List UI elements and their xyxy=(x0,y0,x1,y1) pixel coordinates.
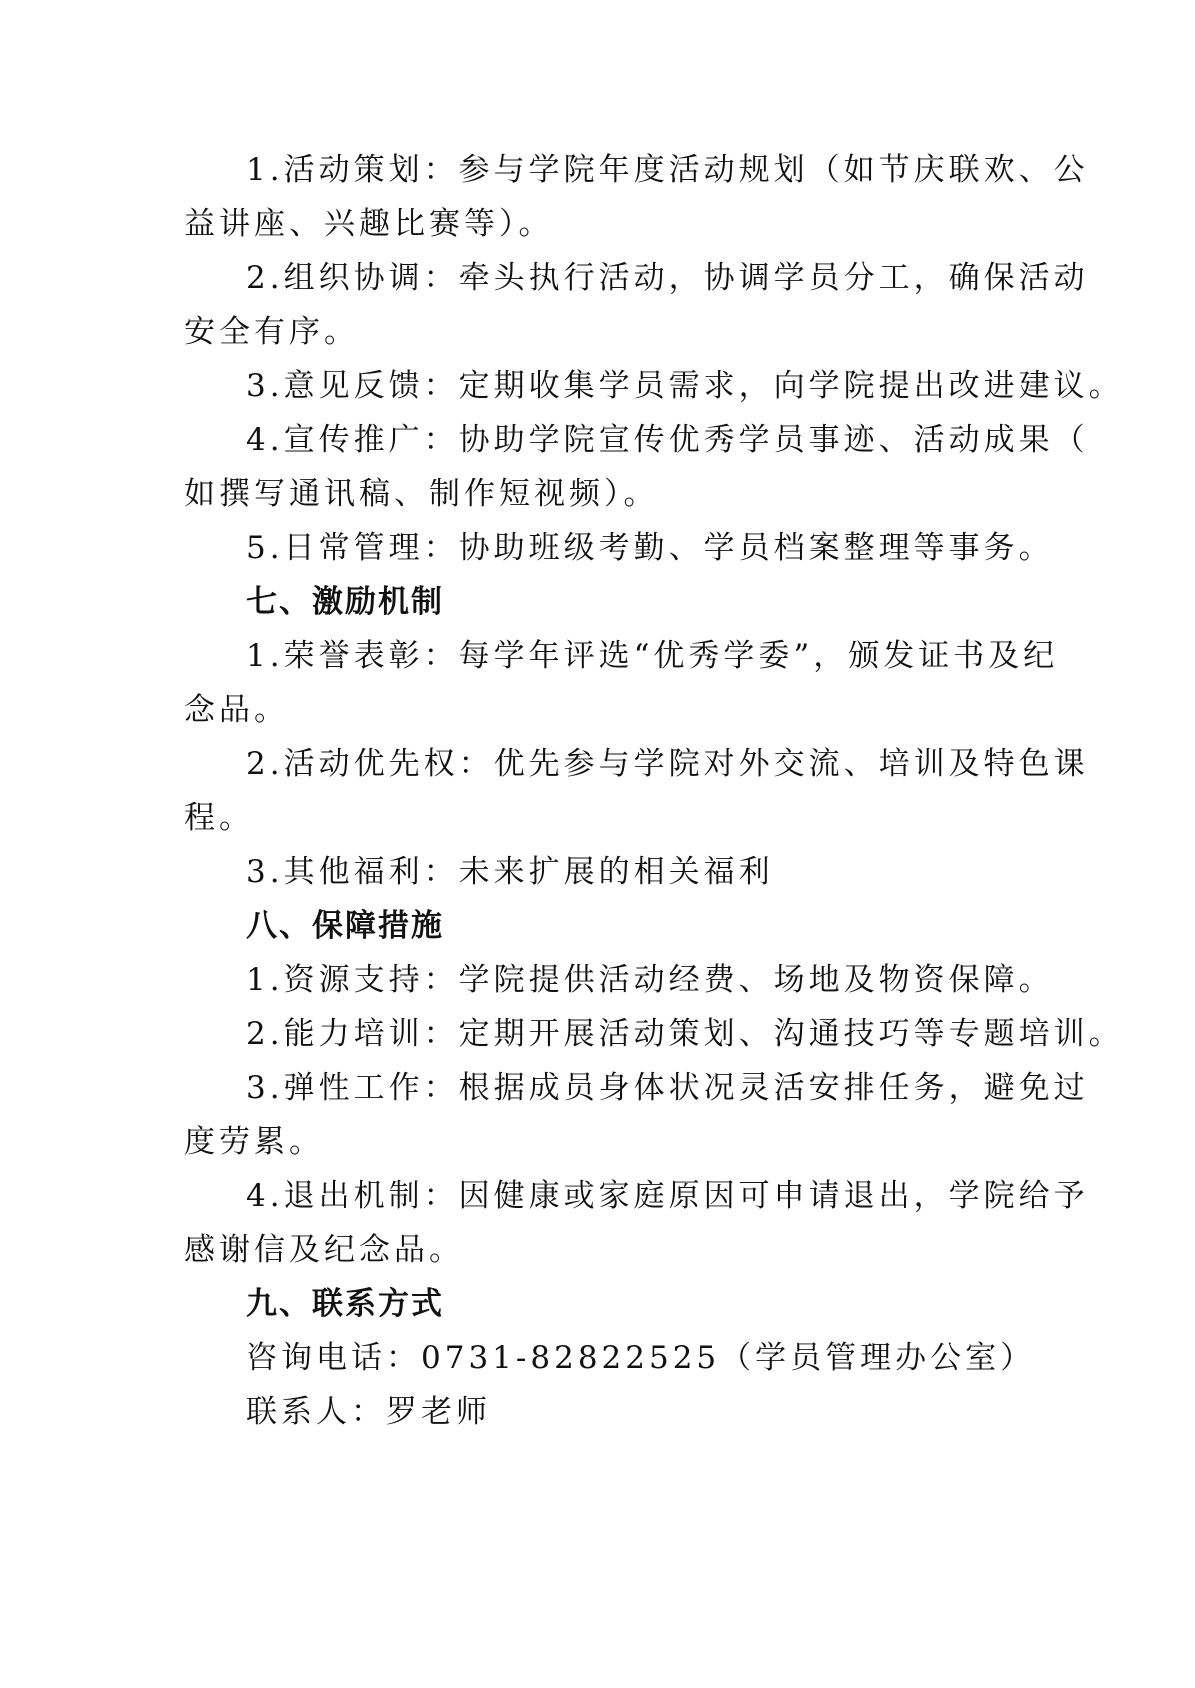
duty-coordination: 2.组织协调：牵头执行活动，协调学员分工，确保活动 xyxy=(246,260,1089,296)
duty-daily-management: 5.日常管理：协助班级考勤、学员档案整理等事务。 xyxy=(246,530,1054,566)
incentive-other: 3.其他福利：未来扩展的相关福利 xyxy=(246,854,774,890)
incentive-priority-cont: 程。 xyxy=(184,800,254,836)
incentive-honor-cont: 念品。 xyxy=(184,692,289,728)
duty-coordination-cont: 安全有序。 xyxy=(184,314,359,350)
safeguard-flexible-work-cont: 度劳累。 xyxy=(184,1124,324,1160)
safeguard-training: 2.能力培训：定期开展活动策划、沟通技巧等专题培训。 xyxy=(246,1016,1124,1052)
section-heading-safeguards: 八、保障措施 xyxy=(246,908,444,944)
safeguard-exit-cont: 感谢信及纪念品。 xyxy=(184,1232,464,1268)
incentive-priority: 2.活动优先权：优先参与学院对外交流、培训及特色课 xyxy=(246,746,1089,782)
duty-promotion-cont: 如撰写通讯稿、制作短视频）。 xyxy=(184,476,659,512)
section-heading-contact: 九、联系方式 xyxy=(246,1286,444,1322)
safeguard-exit: 4.退出机制：因健康或家庭原因可申请退出，学院给予 xyxy=(246,1178,1089,1214)
duty-feedback: 3.意见反馈：定期收集学员需求，向学院提出改进建议。 xyxy=(246,368,1124,404)
duty-activity-planning-cont: 益讲座、兴趣比赛等）。 xyxy=(184,206,554,242)
contact-person: 联系人：罗老师 xyxy=(246,1394,491,1430)
safeguard-resources: 1.资源支持：学院提供活动经费、场地及物资保障。 xyxy=(246,962,1054,998)
safeguard-flexible-work: 3.弹性工作：根据成员身体状况灵活安排任务，避免过 xyxy=(246,1070,1089,1106)
section-heading-incentives: 七、激励机制 xyxy=(246,584,444,620)
contact-phone: 咨询电话：0731-82822525（学员管理办公室） xyxy=(246,1340,1036,1376)
incentive-honor: 1.荣誉表彰：每学年评选“优秀学委”，颁发证书及纪 xyxy=(246,638,1059,674)
duty-activity-planning: 1.活动策划：参与学院年度活动规划（如节庆联欢、公 xyxy=(246,152,1089,188)
duty-promotion: 4.宣传推广：协助学院宣传优秀学员事迹、活动成果（ xyxy=(246,422,1089,458)
